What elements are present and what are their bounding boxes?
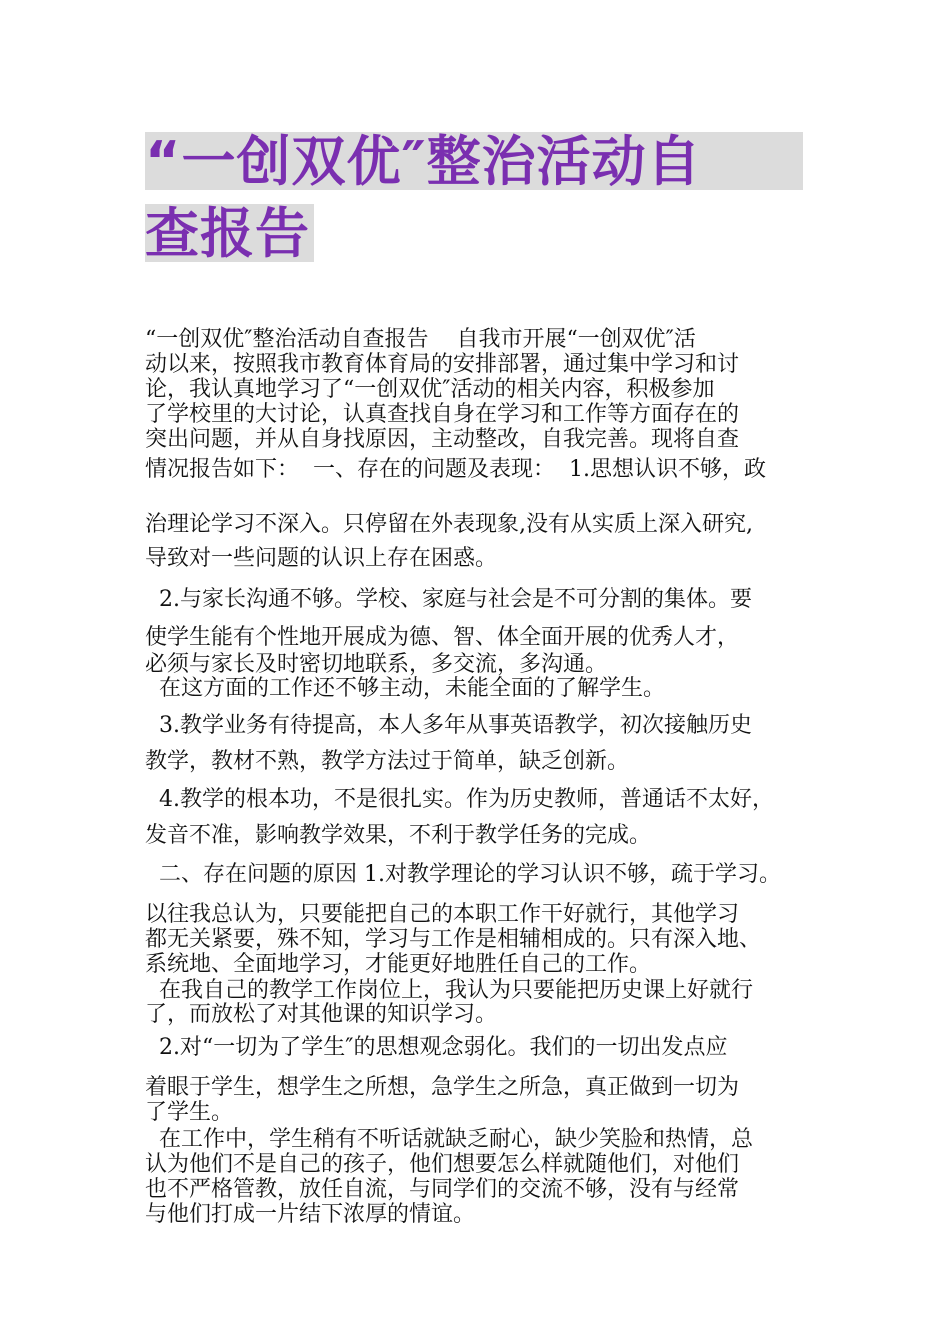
body-line: 2.与家长沟通不够。学校、家庭与社会是不可分割的集体。要	[145, 587, 752, 612]
body-line: 4.教学的根本功，不是很扎实。作为历史教师，普通话不太好，	[145, 787, 774, 812]
body-line: 二、存在问题的原因 1.对教学理论的学习认识不够，疏于学习。	[145, 862, 781, 887]
body-line: 发音不准，影响教学效果，不利于教学任务的完成。	[145, 823, 652, 848]
body-line: “一创双优″整治活动自查报告 自我市开展“一创双优″活	[145, 327, 696, 352]
body-line: 了，而放松了对其他课的知识学习。	[145, 1002, 498, 1027]
body-line: 突出问题，并从自身找原因，主动整改，自我完善。现将自查	[145, 427, 740, 452]
document-title-line-1: “一创双优″整治活动自	[145, 132, 803, 190]
body-line: 教学，教材不熟，教学方法过于简单，缺乏创新。	[145, 749, 630, 774]
body-line: 论，我认真地学习了“一创双优″活动的相关内容，积极参加	[145, 377, 715, 402]
document-title-line-2: 查报告	[145, 204, 314, 262]
body-line: 导致对一些问题的认识上存在困惑。	[145, 546, 498, 571]
body-line: 以往我总认为，只要能把自己的本职工作干好就行，其他学习	[145, 902, 740, 927]
body-line: 情况报告如下： 一、存在的问题及表现： 1.思想认识不够，政	[145, 457, 766, 482]
body-line: 在工作中，学生稍有不听话就缺乏耐心，缺少笑脸和热情，总	[145, 1127, 753, 1152]
body-line: 在我自己的教学工作岗位上，我认为只要能把历史课上好就行	[145, 978, 753, 1003]
body-line: 着眼于学生，想学生之所想，急学生之所急，真正做到一切为	[145, 1075, 740, 1100]
body-line: 3.教学业务有待提高，本人多年从事英语教学，初次接触历史	[145, 713, 752, 738]
body-line: 都无关紧要，殊不知，学习与工作是相辅相成的。只有深入地、	[145, 927, 762, 952]
body-line: 使学生能有个性地开展成为德、智、体全面开展的优秀人才，	[145, 625, 740, 650]
body-line: 2.对“一切为了学生″的思想观念弱化。我们的一切出发点应	[145, 1035, 728, 1060]
body-line: 了学生。	[145, 1100, 234, 1125]
body-line: 动以来，按照我市教育体育局的安排部署，通过集中学习和讨	[145, 352, 740, 377]
body-line: 系统地、全面地学习，才能更好地胜任自己的工作。	[145, 952, 652, 977]
body-line: 必须与家长及时密切地联系，多交流，多沟通。	[145, 652, 608, 677]
body-line: 也不严格管教，放任自流，与同学们的交流不够，没有与经常	[145, 1177, 740, 1202]
body-line: 了学校里的大讨论，认真查找自身在学习和工作等方面存在的	[145, 402, 740, 427]
body-line: 治理论学习不深入。只停留在外表现象,没有从实质上深入研究,	[145, 512, 753, 537]
body-line: 认为他们不是自己的孩子，他们想要怎么样就随他们，对他们	[145, 1152, 740, 1177]
body-line: 在这方面的工作还不够主动，未能全面的了解学生。	[145, 676, 665, 701]
body-line: 与他们打成一片结下浓厚的情谊。	[145, 1202, 476, 1227]
